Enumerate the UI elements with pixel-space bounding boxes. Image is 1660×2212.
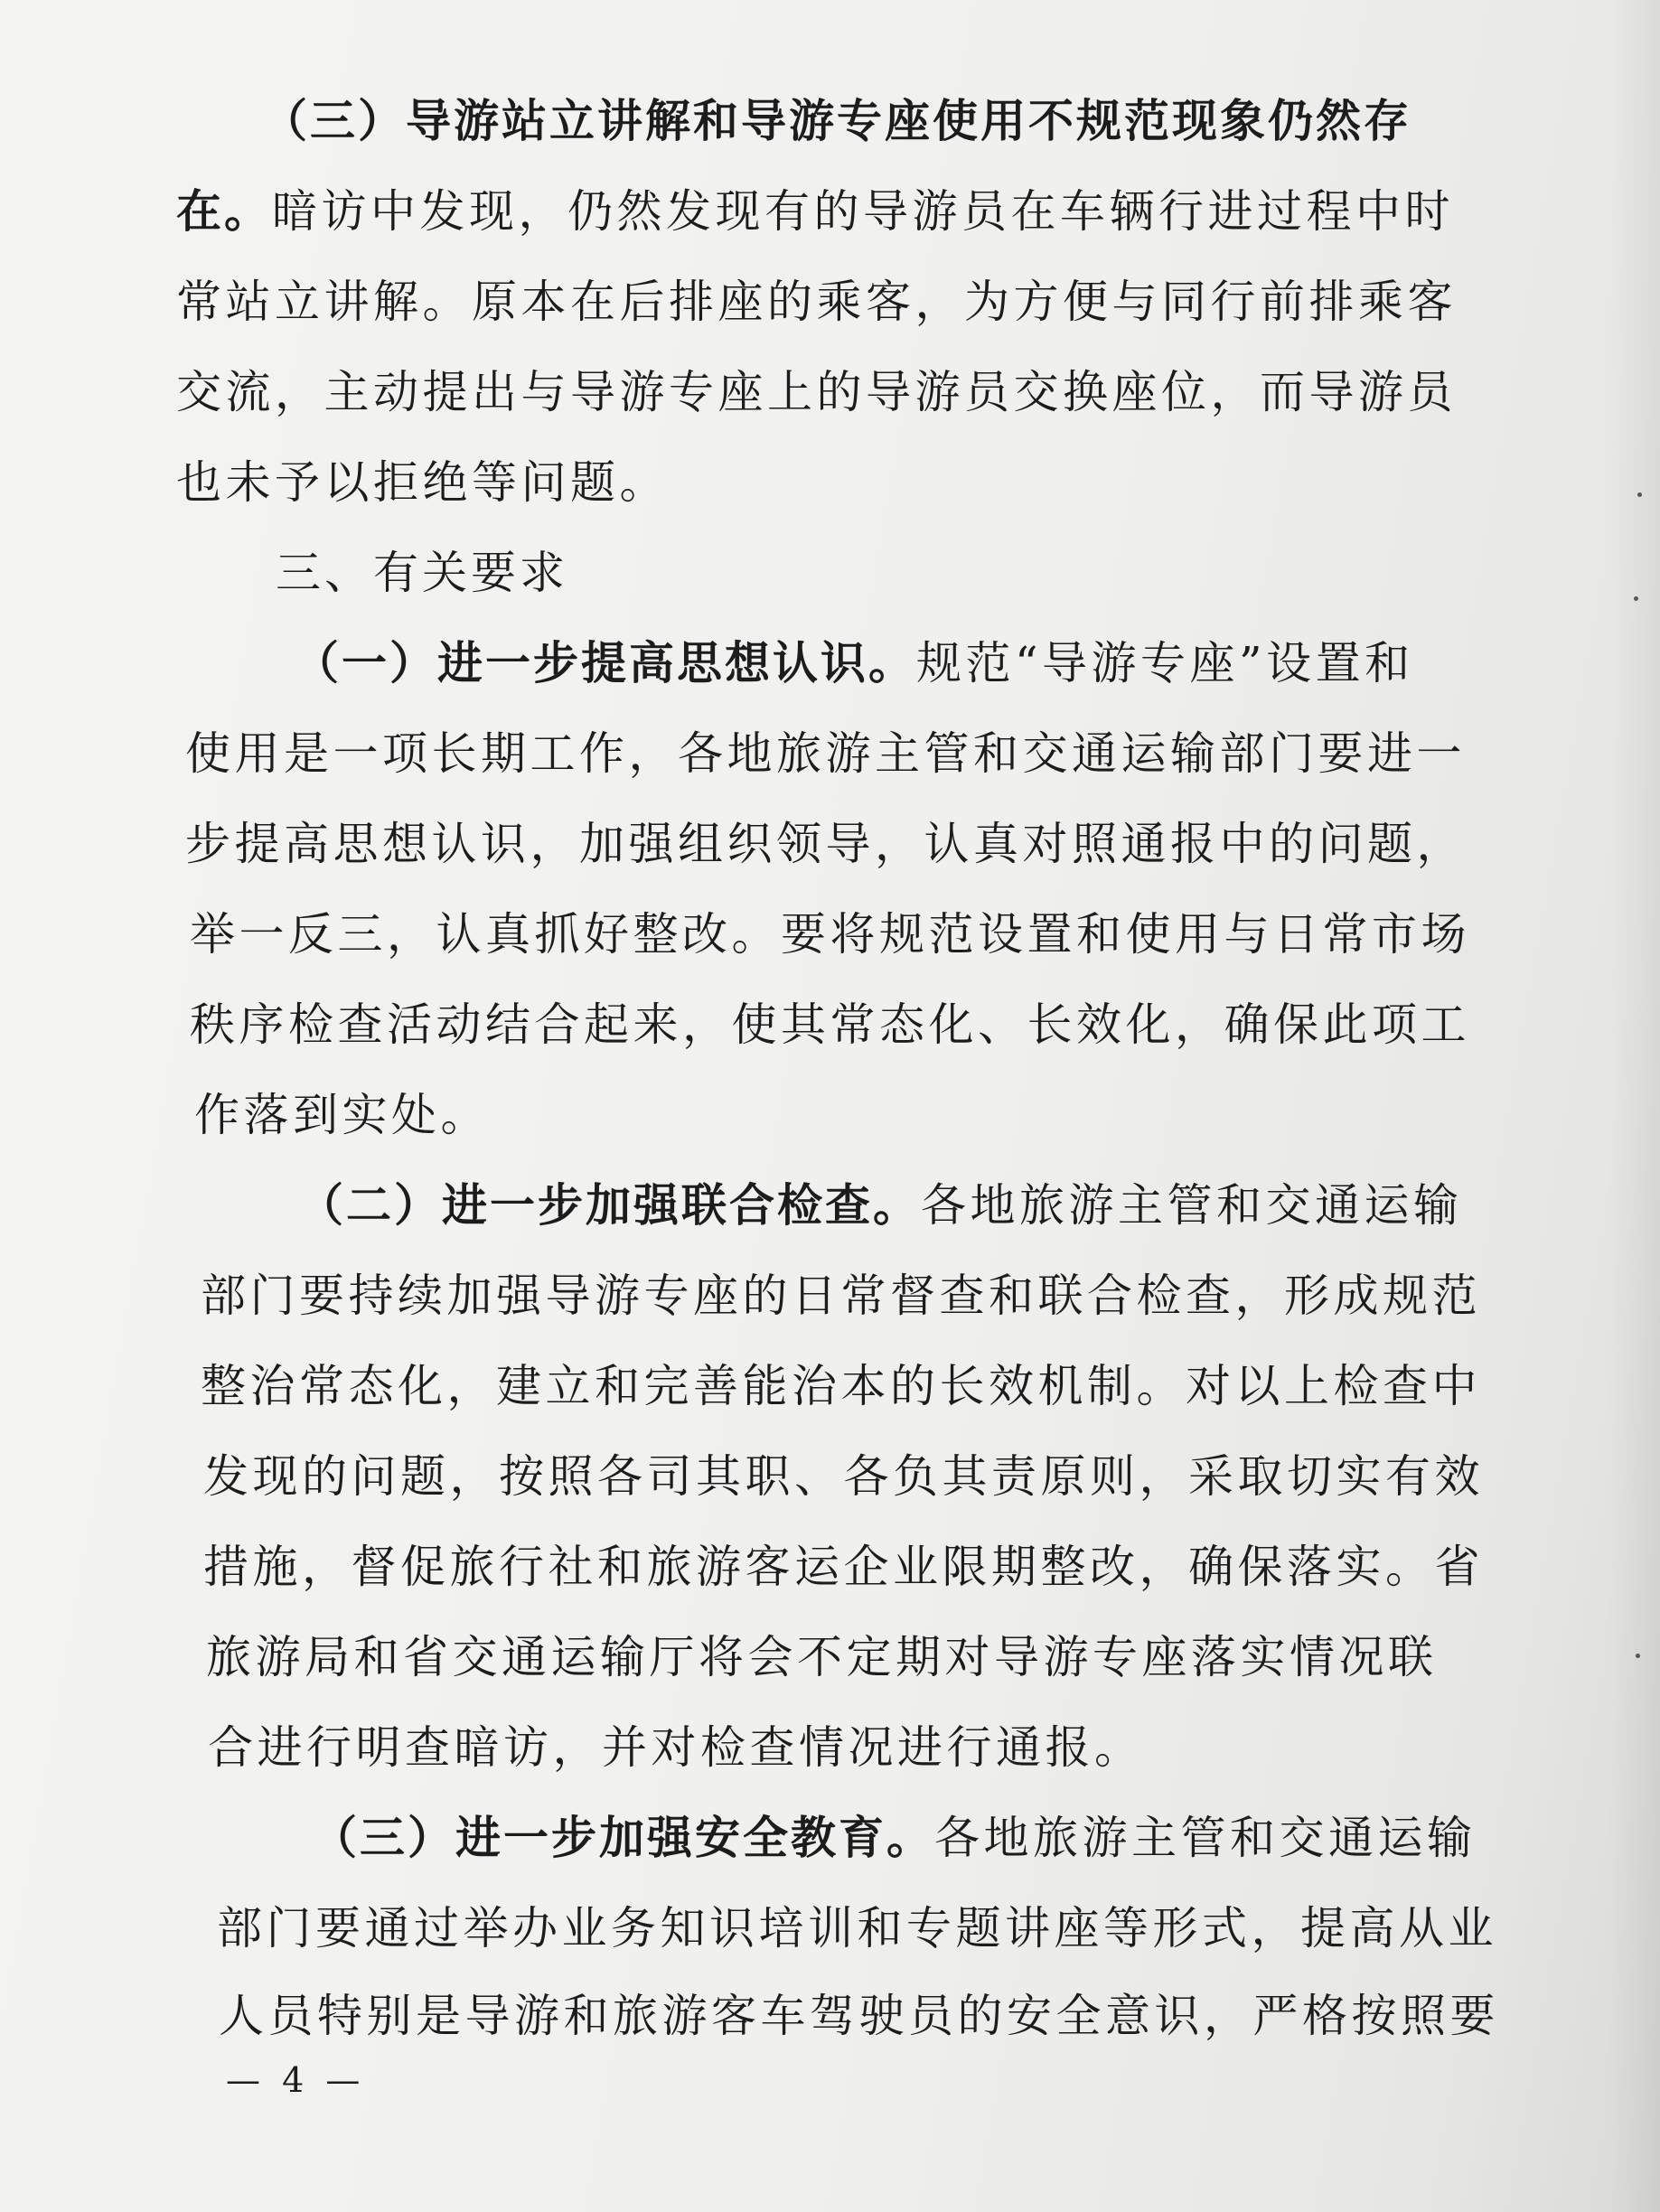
text-line: 部门要通过举办业务知识培训和专题讲座等形式，提高从业 xyxy=(217,1902,1497,1954)
bold-lead: （三）导游站立讲解和导游专座使用不规范现象仍然存 xyxy=(262,95,1411,147)
text-line xyxy=(176,455,669,511)
bold-lead: 在。 xyxy=(176,185,272,238)
body-text: 常站立讲解。原本在后排座的乘客，为方便与同行前排乘客 xyxy=(176,276,1457,328)
text-line xyxy=(294,635,1414,691)
body-text: 也未予以拒绝等问题。 xyxy=(176,456,669,509)
text-line: 部门要持续加强导游专座的日常督查和联合检查，形成规范 xyxy=(201,1270,1481,1322)
page-number: — 4 — xyxy=(226,2060,366,2100)
text-line: 整治常态化，建立和完善能治本的长效机制。对以上检查中 xyxy=(201,1360,1481,1412)
text-line: 发现的问题，按照各司其职、各负其责原则，采取切实有效 xyxy=(203,1450,1484,1503)
text-line xyxy=(262,93,1411,149)
text-line: 人员特别是导游和旅游客车驾驶员的安全意识，严格按照要 xyxy=(219,1990,1499,2042)
section-heading: 三、有关要求 xyxy=(276,547,568,599)
text-line: 秩序检查活动结合起来，使其常态化、长效化，确保此项工 xyxy=(190,998,1470,1051)
paper-speck xyxy=(1634,596,1638,601)
paper-speck xyxy=(1637,492,1642,497)
text-line xyxy=(176,274,1457,330)
text-line: 步提高思想认识，加强组织领导，认真对照通报中的问题， xyxy=(185,818,1466,870)
text-line xyxy=(298,1177,1463,1233)
text-line: 使用是一项长期工作，各地旅游主管和交通运输部门要进一 xyxy=(185,727,1466,780)
text-line xyxy=(312,1810,1477,1866)
body-text: 交流，主动提出与导游专座上的导游员交换座位，而导游员 xyxy=(176,366,1457,418)
text-line: 作落到实处。 xyxy=(194,1089,490,1141)
page-edge-shadow xyxy=(1608,0,1660,2212)
text-line xyxy=(176,364,1457,420)
body-text: 规范“导游专座”设置和 xyxy=(916,637,1414,689)
bold-lead: （二）进一步加强联合检查。 xyxy=(298,1179,921,1232)
text-line: 旅游局和省交通运输厅将会不定期对导游专座落实情况联 xyxy=(206,1631,1438,1683)
body-text: 各地旅游主管和交通运输 xyxy=(921,1179,1463,1232)
bold-lead: （一）进一步提高思想认识。 xyxy=(294,637,916,689)
text-line: 措施，督促旅行社和旅游客运企业限期整改，确保落实。省 xyxy=(203,1541,1484,1593)
text-line: 举一反三，认真抓好整改。要将规范设置和使用与日常市场 xyxy=(190,908,1470,961)
body-text: 各地旅游主管和交通运输 xyxy=(934,1812,1477,1864)
text-line: 合进行明查暗访，并对检查情况进行通报。 xyxy=(208,1721,1144,1774)
body-text: 暗访中发现，仍然发现有的导游员在车辆行进过程中时 xyxy=(272,185,1454,238)
text-line xyxy=(176,183,1454,239)
bold-lead: （三）进一步加强安全教育。 xyxy=(312,1812,934,1864)
paper-speck xyxy=(1636,1654,1640,1658)
